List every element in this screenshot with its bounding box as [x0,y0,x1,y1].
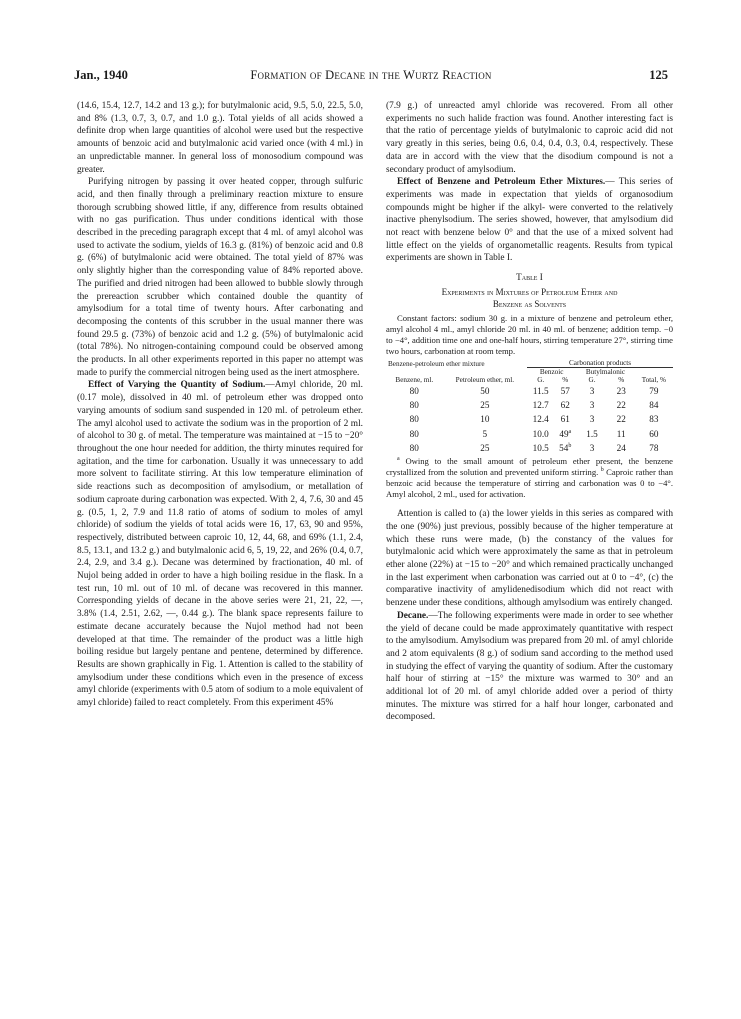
cell-benzene: 80 [409,400,419,411]
column-header-butylmalonic: Butylmalonic [585,368,626,377]
paragraph [386,176,673,265]
table-row [386,427,673,441]
cell-benzoic-g: 10.0 [532,428,549,439]
cell-total: 60 [649,428,659,439]
issue-date: Jan., 1940 [74,68,128,82]
column-header-total: Total, % [641,376,666,385]
cell-total: 84 [649,400,659,411]
section-heading: Effect of Benzene and Petroleum Ether Mixtures. [397,177,606,188]
unit-header: % [562,376,569,385]
left-column [77,100,363,710]
cell-benzoic-g: 12.4 [532,414,549,425]
table-caption-line: Experiments in Mixtures of Petroleum Ether and [441,287,618,298]
paragraph: (7.9 g.) of unreacted amyl chloride was recovered. From all other experiments no such halide fraction was found. Another interesting fact is that the ratio of percentage yields of butylmalonic to caproic acid did not vary greatly in this series, being 0.6, 0.4, 0.4, 0.3, 0.4, respectively. These data are in accord with the view that the disodium compound is not a secondary product of amylsodium. [386,101,673,175]
section-heading: Decane. [397,610,429,621]
table-row [386,413,673,427]
cell-butyl-g: 3 [589,400,595,411]
cell-petroleum: 25 [480,400,490,411]
cell-petroleum: 25 [480,443,490,454]
section-heading: Effect of Varying the Quantity of Sodium. [88,380,266,391]
footnote-marker: b [600,467,604,474]
cell-butyl-pct: 24 [616,443,626,454]
cell-butyl-g: 3 [589,443,595,454]
cell-butyl-pct: 22 [616,400,626,411]
data-table [386,359,673,456]
footnote-marker: a [397,456,400,463]
unit-header: G. [537,376,545,385]
cell-benzoic-pct [554,427,576,441]
cell-butyl-g: 1.5 [586,428,598,439]
paragraph [386,610,673,724]
footnote-marker: a [568,428,572,435]
cell-butyl-pct: 22 [616,414,626,425]
cell-butyl-pct: 23 [616,385,626,396]
cell-benzoic-pct: 62 [560,400,570,411]
carbonation-group-header: Carbonation products [527,359,673,368]
paragraph: Attention is called to (a) the lower yields in this series as compared with the one (90%) just previous, possibly because of the higher temperature at which these runs were made, (b) the constancy of the values for butylmalonic acid which were approximately the same as that in petroleum ether alone (22%) at −15 to −20° and which remained practically unchanged in the last experiment when carbonation was carried out at 0 to −4°, (c) the comparative inactivity of amylidenedisodium which did not react with benzene under these conditions, although amylsodium was entirely changed. [386,509,673,609]
cell-butyl-g: 3 [589,385,595,396]
table-constant-factors: Constant factors: sodium 30 g. in a mixture of benzene and petroleum ether, amyl alcohol 4 ml., amyl chloride 20 ml. in 40 ml. of benzene; addition temp. −0 to −4°, addition time one and one-half hours, stirring temperature 27°, stirring time two hours, carbonation at room temp. [386,313,673,357]
column-header-petroleum: Petroleum ether, ml. [455,376,515,385]
table-caption-line: Benzene as Solvents [492,298,567,309]
cell-petroleum: 10 [480,414,490,425]
table-label: Table I [516,272,543,283]
cell-benzene: 80 [409,428,419,439]
page-number: 125 [649,68,668,82]
cell-benzoic-pct [554,442,576,456]
cell-total: 83 [649,414,659,425]
table-row [386,442,673,456]
cell-value: 49 [559,428,569,439]
cell-benzoic-pct: 61 [560,414,570,425]
stub-group-header: Benzene-petroleum ether mixture [388,359,485,368]
running-title: Formation of Decane in the Wurtz Reaction [250,68,492,82]
paragraph [77,379,363,709]
cell-benzoic-g: 12.7 [532,400,549,411]
cell-petroleum: 5 [482,428,488,439]
cell-butyl-pct: 11 [616,428,626,439]
cell-benzoic-g: 10.5 [532,443,549,454]
paragraph: Purifying nitrogen by passing it over heated copper, through sulfuric acid, and then finally through a preliminary reaction mixture to ensure thorough scrubbing showed little, if any, difference from results obtained with no gas purification. Thus under conditions identical with those described in the preceding paragraph except that 4 ml. of amyl alcohol was used to activate the sodium, yields of 16.3 g. (81%) of benzoic acid and 0.8 g. (6%) of butylmalonic acid were obtained. The total yield of 87% was only slightly higher than the corresponding value of 84% reported above. The purified and dried nitrogen had been allowed to bubble slowly through the prereaction scrubber which contained double the quantity of amylsodium for a total time of twenty hours. After carbonating and decomposing the contents of this scrubber in the usual manner there was found 29.5 g. (73%) of benzoic acid and 1.2 g. (5%) of butylmalonic acid (total 78%). No nitrogen-containing compound could be observed among the products. In all other experiments reported in this paper no attempt was made to purify the commercial nitrogen being used as the inert atmosphere. [77,177,363,378]
footnote-text: Owing to the small amount of petroleum ether present, the benzene crystallized from the solution and prevented uniform stirring. [386,456,673,478]
footnote-text: Caproic rather than benzoic acid because the temperature of stirring and carbonation was 0 to −4°. Amyl alcohol, 2 ml., used for activation. [386,467,674,500]
cell-benzoic-pct: 57 [560,385,570,396]
paragraph-text: —The following experiments were made in order to see whether the yield of decane could be made approximately quantitative with respect to the amylsodium. Amylsodium was prepared from 20 ml. of amyl chloride and 2 atom equivalents (8 g.) of sodium sand according to the method used in studying the effect of varying the quantity of sodium. After the customary half hour of stirring at −15° the mixture was warmed to 30° and an additional lot of 20 ml. of amyl chloride added over a period of thirty minutes. The mixture was stirred for a half hour longer, carbonated and decomposed. [386,610,673,723]
paragraph-text: —Amyl chloride, 20 ml. (0.17 mole), dissolved in 40 ml. of petroleum ether was dropped onto varying amounts of sodium sand suspended in 120 ml. of petroleum ether. The amyl alcohol used to activate the sodium was in the proportion of 2 ml. of alcohol to 30 g. of metal. The temperature was maintained at −15 to −20° throughout the one hour needed for addition, the thirty minutes required for agitation, and the time for carbonation. Usually it was unnecessary to add more solvent to facilitate stirring. At this low temperature elimination of side reactions such as decomposition of amylsodium, or metallation of sodium caproate during carbonation was expected. With 2, 4, 7.6, 30 and 45 g. (0.5, 1, 2, 7.9 and 11.8 ratio of atoms of sodium to moles of amyl chloride) of sodium the yields of total acids were 16, 17, 63, 90 and 95%, respectively, distributed between caproic 10, 12, 44, 68, and 69% (1.1, 2.4, 8.5, 13.1, and 13.2 g.) and butylmalonic acid 6, 5, 19, 22, and 26% (0.4, 0.7, 2.4, 2.9, and 3.4 g.). Decane was determined by fractionation, 40 ml. of Nujol being added in order to have a high boiling residue in the flask. In a test run, 10 ml. out of 10 ml. of decane was recovered in this manner. Corresponding yields of decane in the above series were 21, 21, 22, —, 3.8% (1.4, 2.51, 2.62, —, 0.44 g.). The blank space represents failure to estimate decane accurately because the Nujol method had not been developed at that time. The remainder of the product was a little high boiling residue but largely pentane and pentene, determined by difference. Results are shown graphically in Fig. 1. Attention is called to the stability of amylsodium under these conditions which even in the presence of excess amyl chloride (experiments with 0.5 atom of sodium to a mole equivalent of amyl chloride) failed to react completely. From this experiment 45% [77,380,363,709]
table-row [386,384,673,398]
cell-benzoic-g: 11.5 [532,385,549,396]
table-caption [386,287,673,310]
cell-total: 78 [649,443,659,454]
cell-total: 79 [649,385,659,396]
cell-value: 54 [559,443,569,454]
unit-header: % [618,376,625,385]
footnote-marker: b [568,443,572,450]
column-header-benzene: Benzene, ml. [395,376,434,385]
cell-petroleum: 50 [480,385,490,396]
paragraph-text: — This series of experiments was made in expectation that yields of organosodium compounds might be higher if the alkyl- were converted to the relatively inactive phenylsodium. The series showed, however, that amylsodium did not react with benzene below 0° and that the use of a mixed solvent had little effect on the yields of organometallic reagents. Results from typical experiments are shown in Table I. [386,177,674,264]
cell-benzene: 80 [409,414,419,425]
column-header-benzoic: Benzoic [539,368,564,377]
right-column [386,100,673,724]
cell-butyl-g: 3 [589,414,595,425]
cell-benzene: 80 [409,385,419,396]
table-footnote-a [386,456,673,500]
unit-header: G. [588,376,596,385]
table-row [386,399,673,413]
cell-benzene: 80 [409,443,419,454]
running-header [74,66,668,84]
paragraph: (14.6, 15.4, 12.7, 14.2 and 13 g.); for butylmalonic acid, 9.5, 5.0, 22.5, 5.0, and 8% (1.3, 0.7, 3, 0.7, and 1.0 g.). Total yields of all acids showed a definite drop when large quantities of alcohol were used but the respective amounts of benzoic acid and butylmalonic acid varied once (with 4 ml.) in an unpredictable manner. In general loss of monosodium compound was greater. [77,101,363,175]
